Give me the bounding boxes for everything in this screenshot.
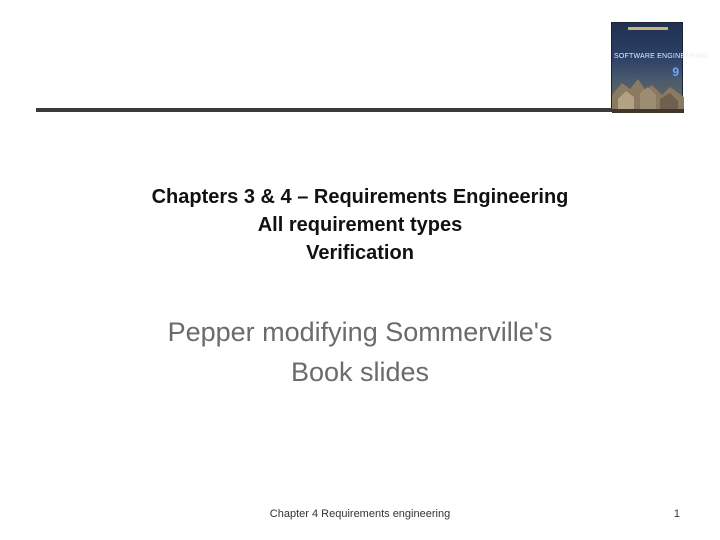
subtitle-line-1: Pepper modifying Sommerville's: [167, 317, 553, 347]
page-number: 1: [673, 508, 680, 520]
title-line-3: Verification: [306, 242, 414, 264]
cover-edition-number: 9: [672, 65, 679, 79]
book-cover-image: [611, 22, 709, 112]
cover-author-bar: [628, 27, 668, 30]
cover-building-illustration: [612, 75, 684, 113]
title-line-1: Chapters 3 & 4 – Requirements Engineering: [151, 186, 569, 208]
slide-subtitle: [60, 312, 660, 392]
footer-text: Chapter 4 Requirements engineering: [269, 508, 451, 520]
subtitle-line-2: Book slides: [290, 357, 430, 387]
header-divider: [36, 108, 612, 112]
slide-title: [60, 183, 660, 267]
cover-title: SOFTWARE ENGINEERING: [614, 53, 709, 60]
title-line-2: All requirement types: [257, 214, 463, 236]
